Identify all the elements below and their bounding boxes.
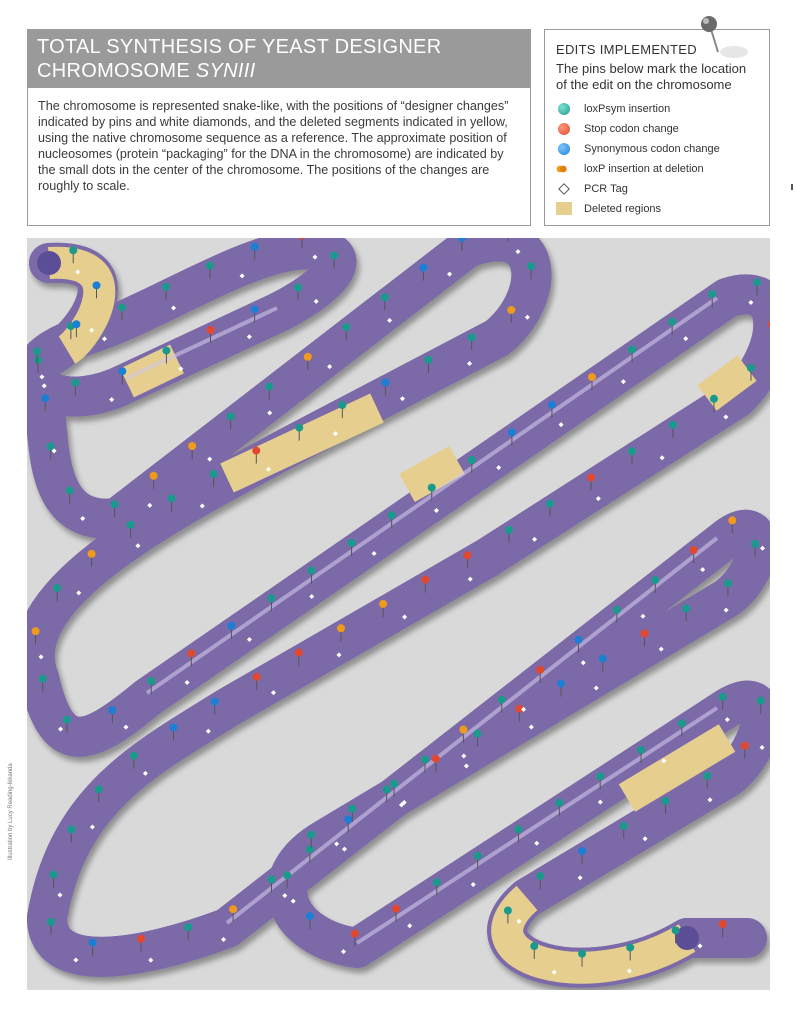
legend-label: Stop codon change: [584, 123, 679, 135]
legend-title: EDITS IMPLEMENTED: [556, 42, 697, 57]
legend-label: Synonymous codon change: [584, 143, 720, 155]
edge-tick: [791, 184, 793, 190]
chromosome-diagram: [27, 238, 770, 990]
description-box: [27, 87, 531, 226]
page-title: [27, 29, 531, 87]
legend-label: loxPsym insertion: [584, 103, 671, 115]
legend-item-synonymous: [556, 139, 759, 159]
legend-item-loxpsym: [556, 99, 759, 119]
legend-subtitle: The pins below mark the location of the edit on the chromosome: [556, 61, 747, 92]
description-text: The chromosome is represented snake-like, with the positions of “designer changes” indicated by pins and white diamonds, and the deleted segments indicated in yellow, using the native chromosome sequence as a reference. The approximate position of nucleosomes (protein “packaging” for the DNA in the chromosome) are indicated by the small dots in the center of the chromosome. The positions of the changes are roughly to scale.: [38, 99, 509, 193]
chromosome-body: [35, 241, 770, 967]
legend-label: PCR Tag: [584, 183, 628, 195]
legend-item-deleted: [556, 199, 759, 219]
blue-pin-icon: [558, 143, 570, 155]
yellow-swatch-icon: [556, 202, 572, 215]
title-italic: SYNIII: [195, 60, 256, 82]
map-pin-icon: [700, 14, 750, 62]
diagram-panel: [27, 238, 770, 990]
title-line-2: [37, 59, 521, 83]
red-pin-icon: [558, 123, 570, 135]
diamond-icon: [558, 183, 570, 195]
title-line-1: TOTAL SYNTHESIS OF YEAST DESIGNER: [37, 36, 442, 58]
illustration-credit: Illustration by Lucy Reading-Ikkanda: [8, 763, 14, 860]
centromere-cap-start: [37, 251, 61, 275]
deleted-region: [127, 359, 177, 383]
legend-item-loxp: [556, 159, 759, 179]
orange-pin-icon: [556, 163, 568, 175]
legend-label: loxP insertion at deletion: [584, 163, 704, 175]
legend-item-stop-codon: [556, 119, 759, 139]
title-prefix: CHROMOSOME: [37, 60, 196, 82]
legend-label: Deleted regions: [584, 203, 662, 215]
legend-item-pcr-tag: [556, 179, 759, 199]
teal-pin-icon: [558, 103, 570, 115]
